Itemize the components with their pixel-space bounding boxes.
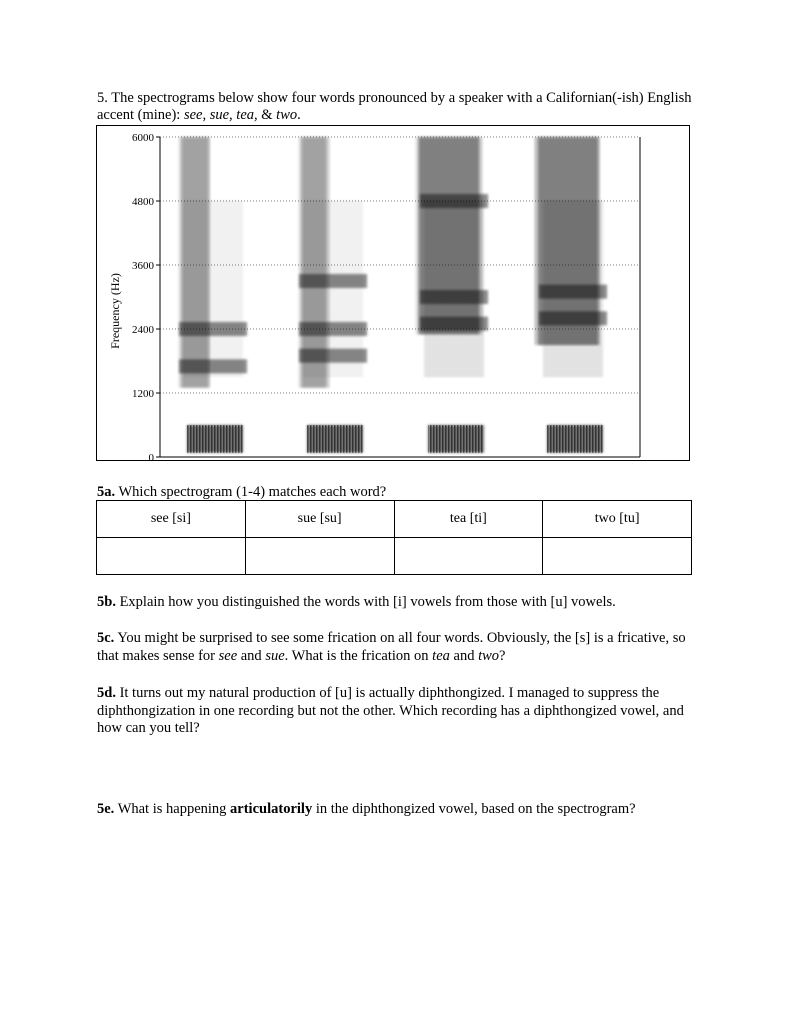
voicing-energy: [428, 425, 484, 453]
header-sue: sue [su]: [245, 501, 394, 538]
spectrogram-svg: [97, 126, 691, 462]
header-tea: tea [ti]: [394, 501, 543, 538]
y-tick-label: 4800: [132, 196, 154, 208]
spectrogram-panel-4: [535, 137, 607, 453]
formant-band: [299, 322, 367, 336]
voicing-energy: [547, 425, 603, 453]
table-answer-row: [97, 538, 692, 575]
question-5c: [97, 630, 697, 665]
question-5d-label: 5d.: [97, 685, 116, 701]
intro-text: The spectrograms below show four words pronounced by a speaker with a Californian(-ish) English accent (mine):: [97, 90, 692, 123]
header-see: see [si]: [97, 501, 246, 538]
intro-words: see, sue, tea,: [183, 107, 258, 123]
formant-band: [420, 290, 488, 304]
answer-cell-tea[interactable]: [394, 538, 543, 575]
question-5-intro: [97, 90, 697, 124]
y-tick-label: 6000: [132, 132, 154, 144]
question-5e-bold: articulatorily: [230, 801, 313, 817]
intro-end: .: [297, 107, 301, 123]
question-5c-text-and: and: [240, 647, 262, 664]
answer-table: [96, 500, 692, 575]
question-5c-text: You might be surprised to see some frication on all four words. Obviously, the [s] is a fricative, so that makes sense for: [97, 630, 686, 664]
question-5b: [97, 594, 697, 612]
answer-cell-sue[interactable]: [245, 538, 394, 575]
question-5c-text-and-2: and: [453, 647, 475, 664]
intro-amp: &: [261, 107, 273, 123]
formant-band: [539, 311, 607, 325]
question-5b-text: Explain how you distinguished the words with [i] vowels from those with [u] vowels.: [119, 594, 616, 610]
spectrogram-figure: [96, 125, 690, 461]
formant-band: [299, 349, 367, 363]
question-5e-text-2: in the diphthongized vowel, based on the spectrogram?: [315, 801, 636, 817]
spectrogram-panel-3: [416, 137, 488, 453]
question-5d-text: It turns out my natural production of [u] is actually diphthongized. I managed to suppress the diphthongization in one recording but not the other. Which recording has a diphthongized vowel, and how can you tell?: [97, 685, 684, 736]
word-tea: tea: [432, 647, 450, 664]
y-tick-label: 0: [148, 452, 154, 462]
y-axis-label: Frequency (Hz): [108, 273, 122, 349]
vowel-texture: [183, 201, 243, 377]
formant-band: [539, 285, 607, 299]
formant-band: [179, 359, 247, 373]
question-5a: [97, 484, 386, 501]
word-two: two: [478, 647, 500, 664]
question-number: 5.: [97, 90, 108, 106]
question-5e-label: 5e.: [97, 801, 115, 817]
vowel-texture: [424, 201, 484, 377]
question-5a-label: 5a.: [97, 484, 116, 500]
spectrogram-panels: [179, 137, 607, 453]
table-header-row: [97, 501, 692, 538]
y-tick-label: 2400: [132, 324, 154, 336]
header-two: two [tu]: [543, 501, 692, 538]
formant-band: [420, 194, 488, 208]
answer-cell-see[interactable]: [97, 538, 246, 575]
question-5c-text-2: . What is the frication on: [284, 647, 429, 664]
spectrogram-panel-1: [179, 137, 247, 453]
question-5e: [97, 801, 697, 819]
question-5d: [97, 685, 697, 738]
question-5c-end: ?: [499, 647, 506, 664]
word-sue: sue: [265, 647, 285, 664]
intro-last-word: two: [276, 107, 298, 123]
voicing-energy: [187, 425, 243, 453]
question-5a-text: Which spectrogram (1-4) matches each word?: [118, 484, 387, 500]
formant-band: [179, 322, 247, 336]
word-see: see: [218, 647, 238, 664]
question-5e-text: What is happening: [117, 801, 227, 817]
answer-cell-two[interactable]: [543, 538, 692, 575]
question-5c-label: 5c.: [97, 630, 115, 646]
formant-band: [299, 274, 367, 288]
y-tick-label: 1200: [132, 388, 154, 400]
spectrogram-panel-2: [299, 137, 367, 453]
question-5b-label: 5b.: [97, 594, 116, 610]
y-tick-label: 3600: [132, 260, 154, 272]
formant-band: [420, 317, 488, 331]
voicing-energy: [307, 425, 363, 453]
